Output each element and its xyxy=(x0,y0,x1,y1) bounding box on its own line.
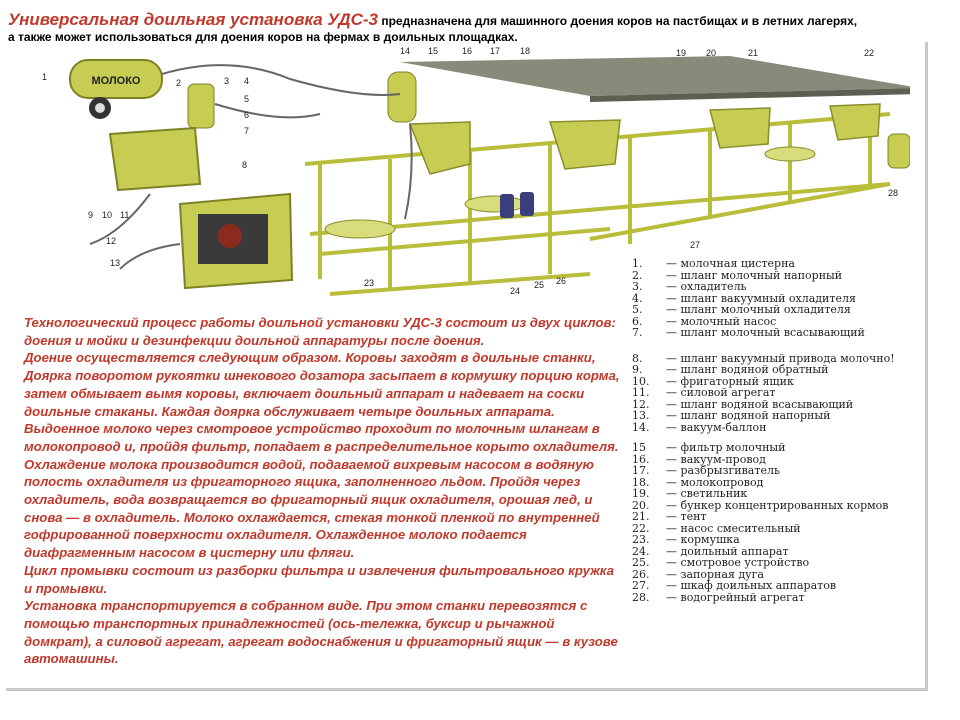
callout-15: 15 xyxy=(428,46,439,56)
legend-item xyxy=(632,422,922,434)
paragraph: Цикл промывки состоит из разборки фильтра и извлечения фильтровального кружка и промывки. xyxy=(24,562,614,596)
legend-item-number: 8. xyxy=(632,351,643,365)
callout-5: 5 xyxy=(244,94,250,104)
legend-item-text: — смотровое устройство xyxy=(666,556,810,569)
legend-item-text: — шланг молочный всасывающий xyxy=(666,326,865,339)
legend-item-number: 6. xyxy=(632,314,643,328)
legend-item xyxy=(632,387,922,399)
legend-item-text: — кормушка xyxy=(666,533,740,546)
callout-3: 3 xyxy=(224,76,230,86)
legend-item-number: 22. xyxy=(632,521,650,535)
legend-item-number: 10. xyxy=(632,374,650,388)
callout-10: 10 xyxy=(102,210,113,220)
title-description-line2: а также может использоваться для доения коров на фермах в доильных площадках. xyxy=(8,30,518,44)
frigator-box xyxy=(110,128,200,190)
legend-item-text: — молочный насос xyxy=(666,314,777,328)
callout-14: 14 xyxy=(400,46,411,56)
callout-4: 4 xyxy=(244,76,250,86)
legend-item-text: — запорная дуга xyxy=(666,567,764,581)
legend-item-text: — светильник xyxy=(666,487,748,500)
callout-26: 26 xyxy=(556,276,567,286)
legend-item-number: 7. xyxy=(632,326,643,339)
legend-item-number: 19. xyxy=(632,487,650,500)
legend-item xyxy=(632,534,922,546)
callout-9: 9 xyxy=(88,210,94,220)
legend-item-text: — молочная цистерна xyxy=(666,257,795,270)
legend-item xyxy=(632,410,922,422)
callout-28: 28 xyxy=(888,188,899,198)
legend-item-text: — шланг водяной обратный xyxy=(666,363,829,376)
legend-item-text: — шланг вакуумный привода молочно! xyxy=(666,351,895,365)
legend-item-number: 13. xyxy=(632,409,650,422)
parts-legend xyxy=(632,258,922,603)
paragraph: Доение осуществляется следующим образом. Коровы заходят в доильные станки, Доярка поворотом рукоятки шнекового дозатора засыпает в кормушку порцию корма, затем обмывает вымя коровы, включает доильный аппарат и надевает на соски доильные стаканы. Каждая доярка обслуживает четыре доильных аппарата. Выдоенное молоко через смотровое устройство проходит по молочным шлангам в молокопровод и, пройдя фильтр, попадает в распределительное корыто охладителя. xyxy=(24,350,620,454)
callout-20: 20 xyxy=(706,48,717,58)
legend-item xyxy=(632,327,922,339)
callout-13: 13 xyxy=(110,258,121,268)
legend-item-text: — вакуум-провод xyxy=(666,452,766,466)
legend-item xyxy=(632,304,922,316)
legend-item-number: 27. xyxy=(632,579,650,592)
legend-group-2 xyxy=(632,353,922,434)
water-heater xyxy=(888,134,910,168)
legend-group-3 xyxy=(632,442,922,603)
callout-1: 1 xyxy=(42,72,48,82)
legend-item-text: — молокопровод xyxy=(666,475,764,489)
vacuum-balloon xyxy=(388,72,416,122)
power-unit xyxy=(180,194,292,288)
legend-item-number: 18. xyxy=(632,475,650,489)
feed-hoppers xyxy=(410,104,880,174)
legend-item-text: — шланг молочный охладителя xyxy=(666,303,851,316)
title-description: предназначена для машинного доения коров на пастбищах и в летних лагерях, xyxy=(378,14,858,28)
legend-item-text: — бункер концентрированных кормов xyxy=(666,498,889,512)
legend-item-text: — шкаф доильных аппаратов xyxy=(666,579,837,592)
legend-item-number: 2. xyxy=(632,268,643,282)
legend-item-number: 11. xyxy=(632,386,650,399)
legend-item-number: 15 xyxy=(632,441,646,454)
legend-item xyxy=(632,442,922,454)
legend-item-number: 3. xyxy=(632,280,643,293)
milk-tank xyxy=(70,60,162,119)
legend-item xyxy=(632,488,922,500)
tent-roof xyxy=(400,56,910,96)
legend-item-text: — фригаторный ящик xyxy=(666,374,794,388)
legend-item-text: — силовой агрегат xyxy=(666,386,776,399)
callout-8: 8 xyxy=(242,160,248,170)
legend-item-number: 4. xyxy=(632,291,643,305)
callout-22: 22 xyxy=(864,48,875,58)
slide-frame-right xyxy=(925,42,928,690)
legend-item-text: — доильный аппарат xyxy=(666,544,789,558)
legend-item-number: 1. xyxy=(632,257,643,270)
legend-item-number: 16. xyxy=(632,452,650,466)
callout-21: 21 xyxy=(748,48,759,58)
callout-7: 7 xyxy=(244,126,250,136)
process-description xyxy=(24,314,620,668)
paragraph: Охлаждение молока производится водой, подаваемой вихревым насосом в водяную полость охладителя из фригаторного ящика, заполненного льдом. Пройдя через охладитель, вода возвращается во фригаторный ящик охладителя, орошая лед, и снова — в охладитель. Молоко охлаждается, стекая тонкой пленкой по внутренней гофрированной поверхности охладителя. Охлажденное молоко подается диафрагменным насосом в цистерну или фляги. xyxy=(24,456,600,561)
slide-frame-bottom xyxy=(6,688,928,691)
legend-group-1 xyxy=(632,258,922,339)
legend-item-text: — фильтр молочный xyxy=(666,441,786,454)
cooler xyxy=(188,84,214,128)
legend-item-text: — шланг водяной всасывающий xyxy=(666,397,854,411)
callout-11: 11 xyxy=(120,210,130,220)
legend-item-number: 25. xyxy=(632,556,650,569)
legend-item xyxy=(632,364,922,376)
legend-item-text: — разбрызгиватель xyxy=(666,464,780,477)
legend-item-text: — тент xyxy=(666,510,707,523)
callout-16: 16 xyxy=(462,46,473,56)
legend-item-text: — насос смесительный xyxy=(666,521,801,535)
paragraph: Технологический процесс работы доильной установки УДС-3 состоит из двух циклов: доения и мойки и дезинфекции доильной аппаратуры после доения. xyxy=(24,315,616,348)
callout-12: 12 xyxy=(106,236,117,246)
legend-item-text: — шланг вакуумный охладителя xyxy=(666,291,856,305)
title-line xyxy=(8,10,948,30)
callout-19: 19 xyxy=(676,48,687,58)
legend-item-text: — охладитель xyxy=(666,280,747,293)
legend-item xyxy=(632,465,922,477)
callout-6: 6 xyxy=(244,110,250,120)
page-title: Универсальная доильная установка УДС-3 xyxy=(8,10,379,29)
legend-item xyxy=(632,592,922,604)
legend-item-number: 26. xyxy=(632,567,650,581)
legend-item-number: 23. xyxy=(632,533,650,546)
callout-23: 23 xyxy=(364,278,375,288)
legend-item-number: 21. xyxy=(632,510,650,523)
callout-24: 24 xyxy=(510,286,521,296)
callout-18: 18 xyxy=(520,46,531,56)
callout-17: 17 xyxy=(490,46,501,56)
legend-item-number: 20. xyxy=(632,498,650,512)
legend-item xyxy=(632,580,922,592)
paragraph: Установка транспортируется в собранном виде. При этом станки перевозятся с помощью транспортных принадлежностей (ось-тележка, буксир и рычажной домкрат), а силовой агрегат, агрегат водоснабжения и фригаторный ящик — в кузове автомашины. xyxy=(24,598,618,667)
milk-tank-label: МОЛОКО xyxy=(91,75,141,87)
callout-25: 25 xyxy=(534,280,545,290)
callout-2: 2 xyxy=(176,78,182,88)
legend-item-number: 24. xyxy=(632,544,650,558)
legend-item-number: 5. xyxy=(632,303,643,316)
legend-item xyxy=(632,557,922,569)
callout-27: 27 xyxy=(690,240,701,250)
legend-item xyxy=(632,258,922,270)
legend-item-text: — вакуум-баллон xyxy=(666,420,767,434)
legend-item-number: 28. xyxy=(632,590,650,604)
legend-item-text: — водогрейный агрегат xyxy=(666,590,805,604)
legend-item-number: 14. xyxy=(632,420,650,434)
legend-item xyxy=(632,281,922,293)
legend-item-text: — шланг водяной напорный xyxy=(666,409,831,422)
legend-item-text: — шланг молочный напорный xyxy=(666,268,843,282)
legend-item-number: 17. xyxy=(632,464,650,477)
legend-item-number: 12. xyxy=(632,397,650,411)
legend-item xyxy=(632,511,922,523)
legend-item-number: 9. xyxy=(632,363,643,376)
